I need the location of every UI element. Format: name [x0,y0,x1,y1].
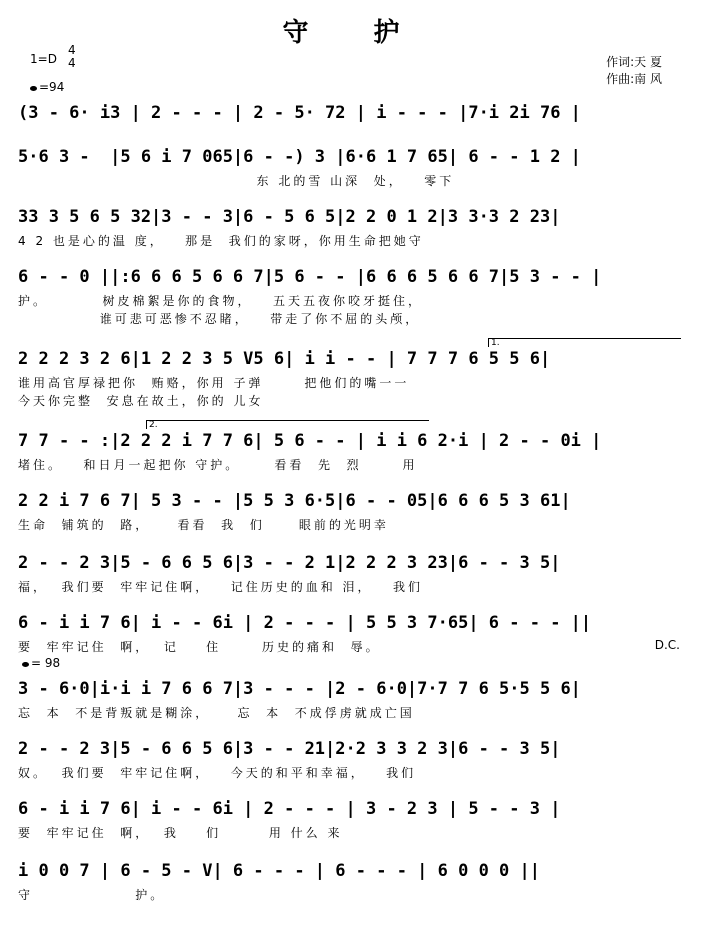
lyric-line: 堵住。 和日月一起把你 守护。 看看 先 烈 用 [18,458,418,472]
volta-1: 1. [488,338,681,347]
lyric-line-verse-2: 谁可悲可恶惨不忍睹， 带走了你不屈的头颅， [18,312,421,326]
key-signature: 1=D [30,52,57,66]
composer: 作曲:南 风 [606,72,662,86]
notation-line: 33 3 5 6 5 32|3 - - 3|6 - 5 6 5|2 2 0 1 2|3 3·3 2 23| [18,207,561,227]
notation-line: 2 - - 2 3|5 - 6 6 5 6|3 - - 2 1|2 2 2 3 23|6 - - 3 5| [18,553,561,573]
lyric-line: 生命 铺筑的 路， 看看 我 们 眼前的光明幸 [18,518,389,532]
notation-line: 6 - i i 7 6| i - - 6i | 2 - - - | 5 5 3 7·65| 6 - - - || [18,613,592,633]
lyric-line: 4 2 也是心的温 度， 那是 我们的家呀，你用生命把她守 [18,234,424,248]
time-signature [68,44,76,70]
lyric-line: 奴。 我们要 牢牢记住啊， 今天的和平和幸福， 我们 [18,766,417,780]
time-signature-bottom: 4 [68,56,76,70]
tempo-value: =94 [39,80,65,94]
lyric-line-verse-1: 护。 树皮棉絮是你的食物， 五天五夜你咬牙挺住， [18,294,423,308]
notation-line: 2 2 i 7 6 7| 5 3 - - |5 5 3 6·5|6 - - 05|6 6 6 5 3 61| [18,491,571,511]
quarter-note-icon [22,662,29,667]
tempo-change-value: = 98 [31,656,61,670]
notation-line: 6 - i i 7 6| i - - 6i | 2 - - - | 3 - 2 3 | 5 - - 3 | [18,799,561,819]
lyric-line: 守 护。 [18,888,166,902]
lyric-line-verse-1: 谁用高官厚禄把你 贿赂，你用 子弹 把他们的嘴一一 [18,376,410,390]
lyric-line: 福， 我们要 牢牢记住啊， 记住历史的血和 泪， 我们 [18,580,423,594]
lyric-line: 忘 本 不是背叛就是糊涂， 忘 本 不成俘虏就成亡国 [18,706,415,720]
notation-line: 2 2 2 3 2 6|1 2 2 3 5 V5 6| i i - - | 7 7 7 6 5 5 6| [18,349,551,369]
lyric-line: 要 牢牢记住 啊， 我 们 用 什么 来 [18,826,343,840]
notation-line: 7 7 - - :|2 2 2 i 7 7 6| 5 6 - - | i i 6 2·i | 2 - - 0i | [18,431,602,451]
lyric-line-verse-2: 今天你完整 安息在故土，你的 儿女 [18,394,264,408]
notation-line: 5·6 3 - |5 6 i 7 065|6 - -) 3 |6·6 1 7 65| 6 - - 1 2 | [18,147,581,167]
notation-line: (3 - 6· i3 | 2 - - - | 2 - 5· 72 | i - - - |7·i 2i 76 | [18,103,581,123]
volta-2: 2. [146,420,429,429]
notation-line: 6 - - 0 ||:6 6 6 5 6 6 7|5 6 - - |6 6 6 5 6 6 7|5 3 - - | [18,267,602,287]
notation-line: 3 - 6·0|i·i i 7 6 6 7|3 - - - |2 - 6·0|7·7 7 6 5·5 5 6| [18,679,581,699]
notation-line: 2 - - 2 3|5 - 6 6 5 6|3 - - 21|2·2 3 3 2 3|6 - - 3 5| [18,739,561,759]
notation-line: i 0 0 7 | 6 - 5 - V| 6 - - - | 6 - - - | 6 0 0 0 || [18,861,540,881]
song-title: 守 护 [282,18,428,48]
tempo-change-marking [22,656,60,670]
quarter-note-icon [30,86,37,91]
da-capo-marking: D.C. [654,638,680,652]
lyricist: 作词:天 夏 [606,55,662,69]
credits [606,54,662,88]
tempo-marking [30,80,64,94]
time-signature-top: 4 [68,43,76,57]
lyric-line: 要 牢牢记住 啊， 记 住 历史的痛和 辱。 [18,640,381,654]
lyric-line: 东 北的雪 山深 处， 零下 [18,174,455,188]
